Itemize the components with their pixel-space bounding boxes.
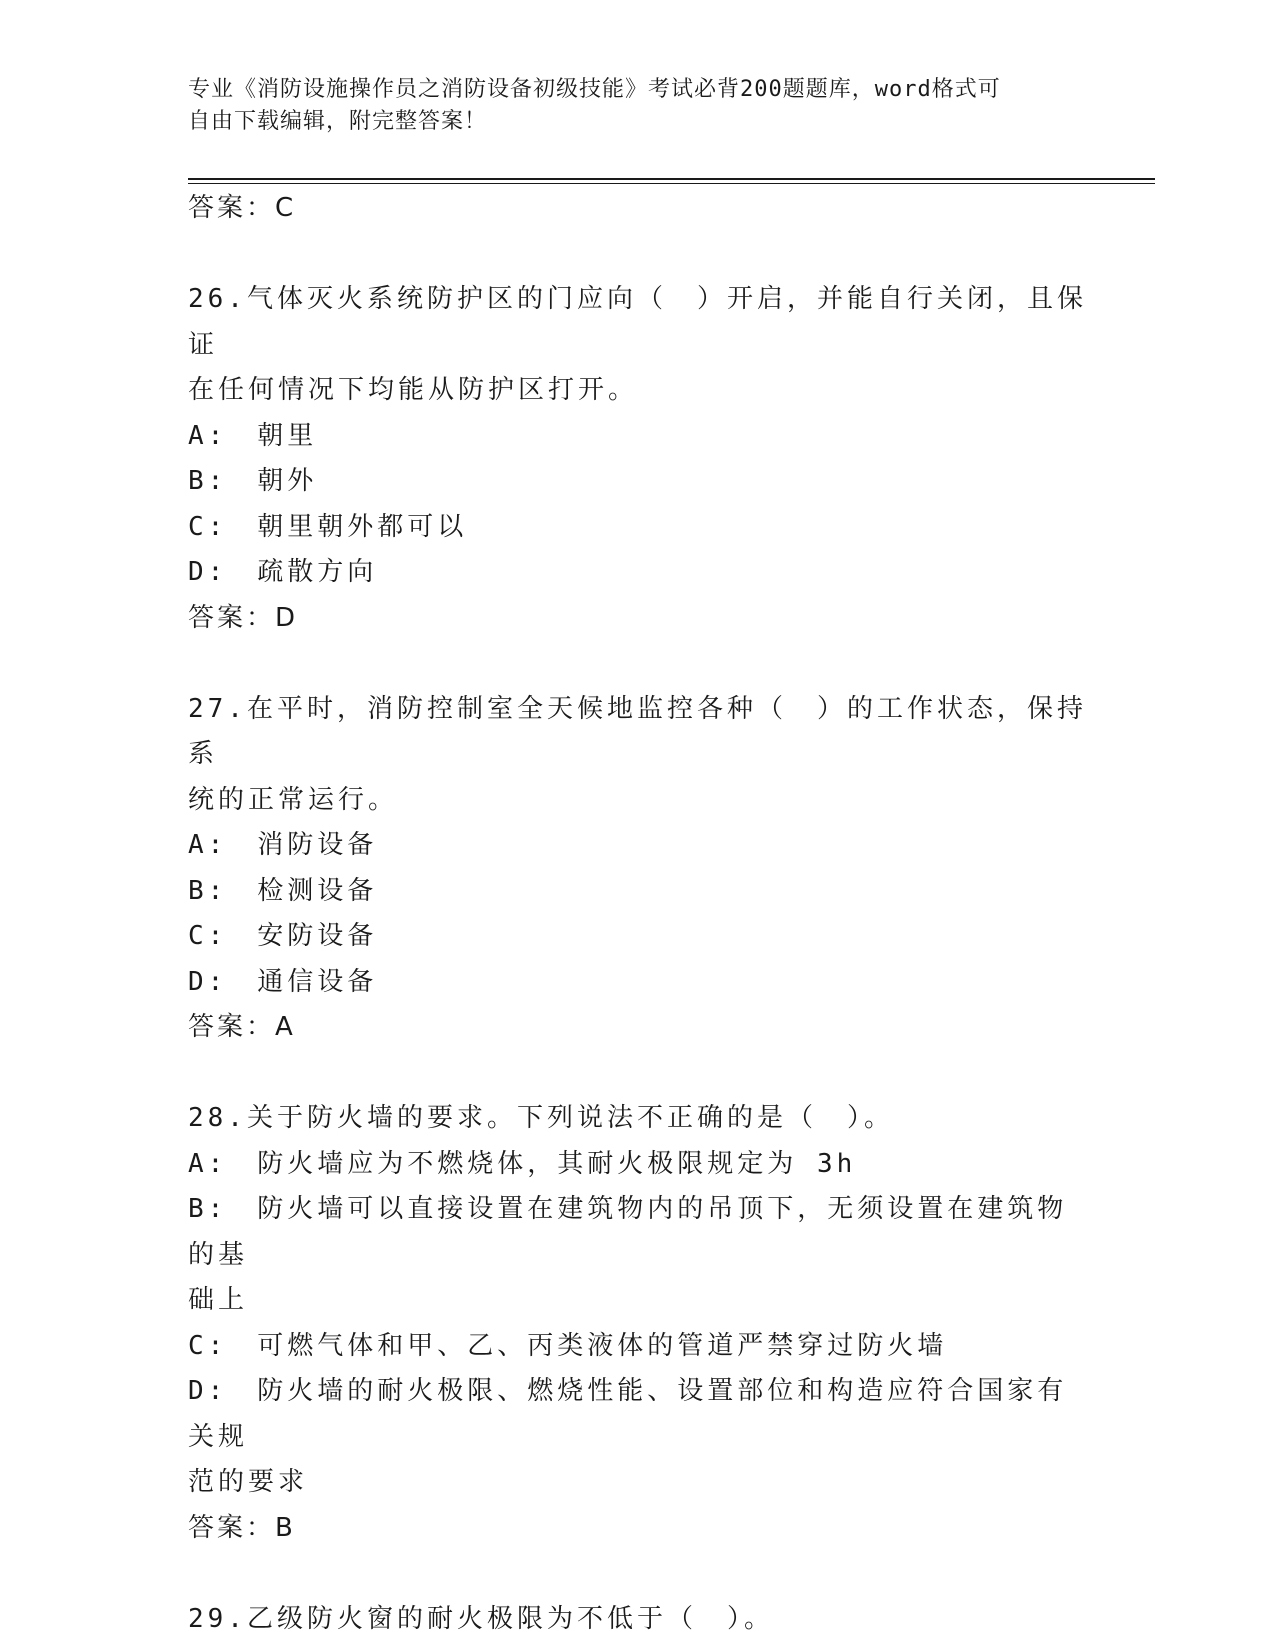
spacer xyxy=(188,1051,1088,1097)
question-text: 28.关于防火墙的要求。下列说法不正确的是（ ）。 xyxy=(188,1103,894,1133)
spacer xyxy=(188,641,1088,687)
question-list xyxy=(188,186,1088,1642)
question-27 xyxy=(188,687,1088,1051)
question-text: 27.在平时，消防控制室全天候地监控各种（ ）的工作状态，保持系 xyxy=(188,693,1087,769)
option-d: D: 疏散方向 xyxy=(188,557,378,587)
question-text: 统的正常运行。 xyxy=(188,784,399,815)
header-divider-thin xyxy=(188,183,1155,184)
question-28 xyxy=(188,1096,1088,1551)
question-26 xyxy=(188,277,1088,641)
question-text: 26.气体灭火系统防护区的门应向（ ）开启，并能自行关闭，且保证 xyxy=(188,284,1087,360)
option-b: B: 检测设备 xyxy=(188,875,378,906)
answer: 答案：B xyxy=(188,1512,296,1543)
question-29 xyxy=(188,1597,1088,1643)
option-a: A: 消防设备 xyxy=(188,830,378,860)
option-c: C: 可燃气体和甲、乙、丙类液体的管道严禁穿过防火墙 xyxy=(188,1330,948,1361)
answer: 答案：D xyxy=(188,602,299,633)
spacer xyxy=(188,232,1088,278)
option-a: A: 防火墙应为不燃烧体，其耐火极限规定为 3h xyxy=(188,1148,857,1179)
option-d-continued: 范的要求 xyxy=(188,1467,309,1497)
option-d: D: 通信设备 xyxy=(188,966,378,997)
option-b: B: 朝外 xyxy=(188,466,318,496)
header-line-1: 专业《消防设施操作员之消防设备初级技能》考试必背200题题库，word格式可 xyxy=(188,77,1001,102)
option-b: B: 防火墙可以直接设置在建筑物内的吊顶下，无须设置在建筑物的基 xyxy=(188,1194,1068,1270)
document-header xyxy=(188,74,1068,138)
spacer xyxy=(188,1551,1088,1597)
question-text: 在任何情况下均能从防护区打开。 xyxy=(188,375,639,405)
option-a: A: 朝里 xyxy=(188,420,318,451)
previous-answer: 答案：C xyxy=(188,193,297,223)
option-d: D: 防火墙的耐火极限、燃烧性能、设置部位和构造应符合国家有关规 xyxy=(188,1376,1068,1452)
option-c: C: 朝里朝外都可以 xyxy=(188,511,468,542)
question-text: 29.乙级防火窗的耐火极限为不低于（ ）。 xyxy=(188,1603,774,1634)
answer: 答案：A xyxy=(188,1012,296,1042)
option-c: C: 安防设备 xyxy=(188,921,378,951)
option-b-continued: 础上 xyxy=(188,1285,249,1315)
header-divider-thick xyxy=(188,178,1155,180)
header-line-2: 自由下载编辑，附完整答案！ xyxy=(188,109,488,134)
